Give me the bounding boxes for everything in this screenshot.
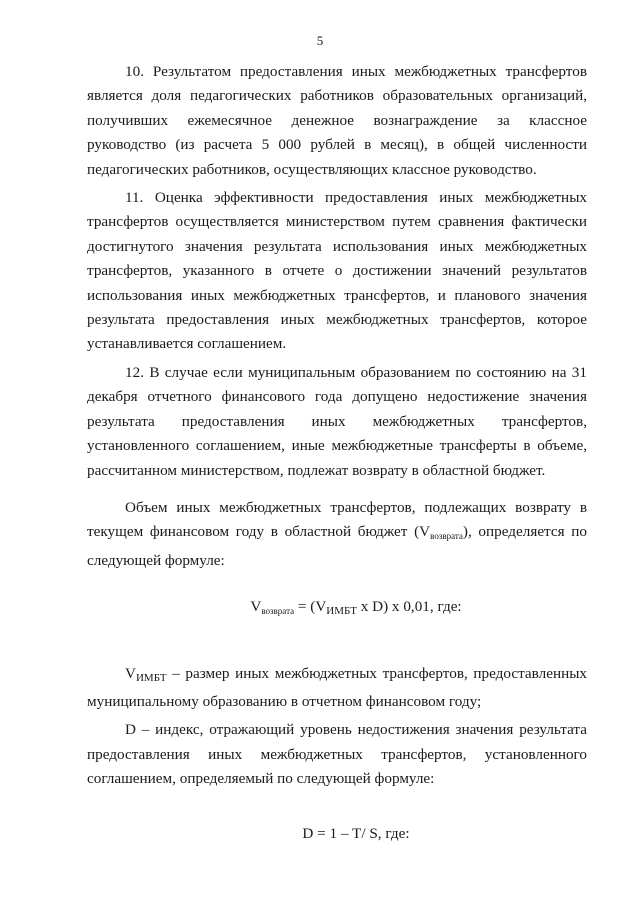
return-volume-text-b: ), определяется по следующей формуле: [87,523,587,569]
paragraph-11: 11. Оценка эффективности предоставления иных межбюджетных трансфертов осуществляется министерством путем сравнения фактически достигнутого значения результата использования иных межбюджетных трансфертов, указанного в отчете о достижении значений результатов использования иных межбюджетных трансфертов, и планового значения результата предоставления иных межбюджетных трансфертов, которое устанавливается соглашением. [87,189,587,353]
paragraph-v-definition [87,662,587,715]
formula-1-mid: = (V [294,598,327,616]
document-body [87,60,587,846]
return-volume-subscript: возврата [430,531,463,542]
v-def-subscript: ИМБТ [135,671,167,684]
formula-1-end: x D) x 0,01, где: [356,598,462,616]
page-number: 5 [316,33,324,48]
v-def-text: – размер иных межбюджетных трансфертов, предоставленных муниципальному образованию в отчетном финансовом году; [87,664,587,710]
formula-1-sub2: ИМБТ [326,605,357,618]
paragraph-12: 12. В случае если муниципальным образованием по состоянию на 31 декабря отчетного финансового года допущено недостижение значения результата предоставления иных межбюджетных трансфертов, установленного соглашением, иные межбюджетные трансферты в объеме, рассчитанном министерством, подлежат возврату в областной бюджет. [87,363,587,479]
paragraph-d-definition: D – индекс, отражающий уровень недостижения значения результата предоставления иных межбюджетных трансфертов, установленного соглашением, определяемый по следующей формуле: [87,721,587,788]
return-volume-text-a: Объем иных межбюджетных трансфертов, подлежащих возврату в текущем финансовом году в областной бюджет (V [87,498,587,541]
formula-index-d: D = 1 – T/ S, где: [302,824,410,842]
formula-1-v: V [250,598,262,616]
paragraph-return-volume [87,496,587,573]
formula-return-volume [87,595,587,623]
v-def-symbol: V [125,664,136,682]
paragraph-10: 10. Результатом предоставления иных межбюджетных трансфертов является доля педагогических работников образовательных организаций, получивших ежемесячное денежное вознаграждение за классное руководство (из расчета 5 000 рублей в месяц), в общей численности педагогических работников, осуществляющих классное руководство. [87,63,587,178]
formula-1-sub: возврата [261,606,295,617]
